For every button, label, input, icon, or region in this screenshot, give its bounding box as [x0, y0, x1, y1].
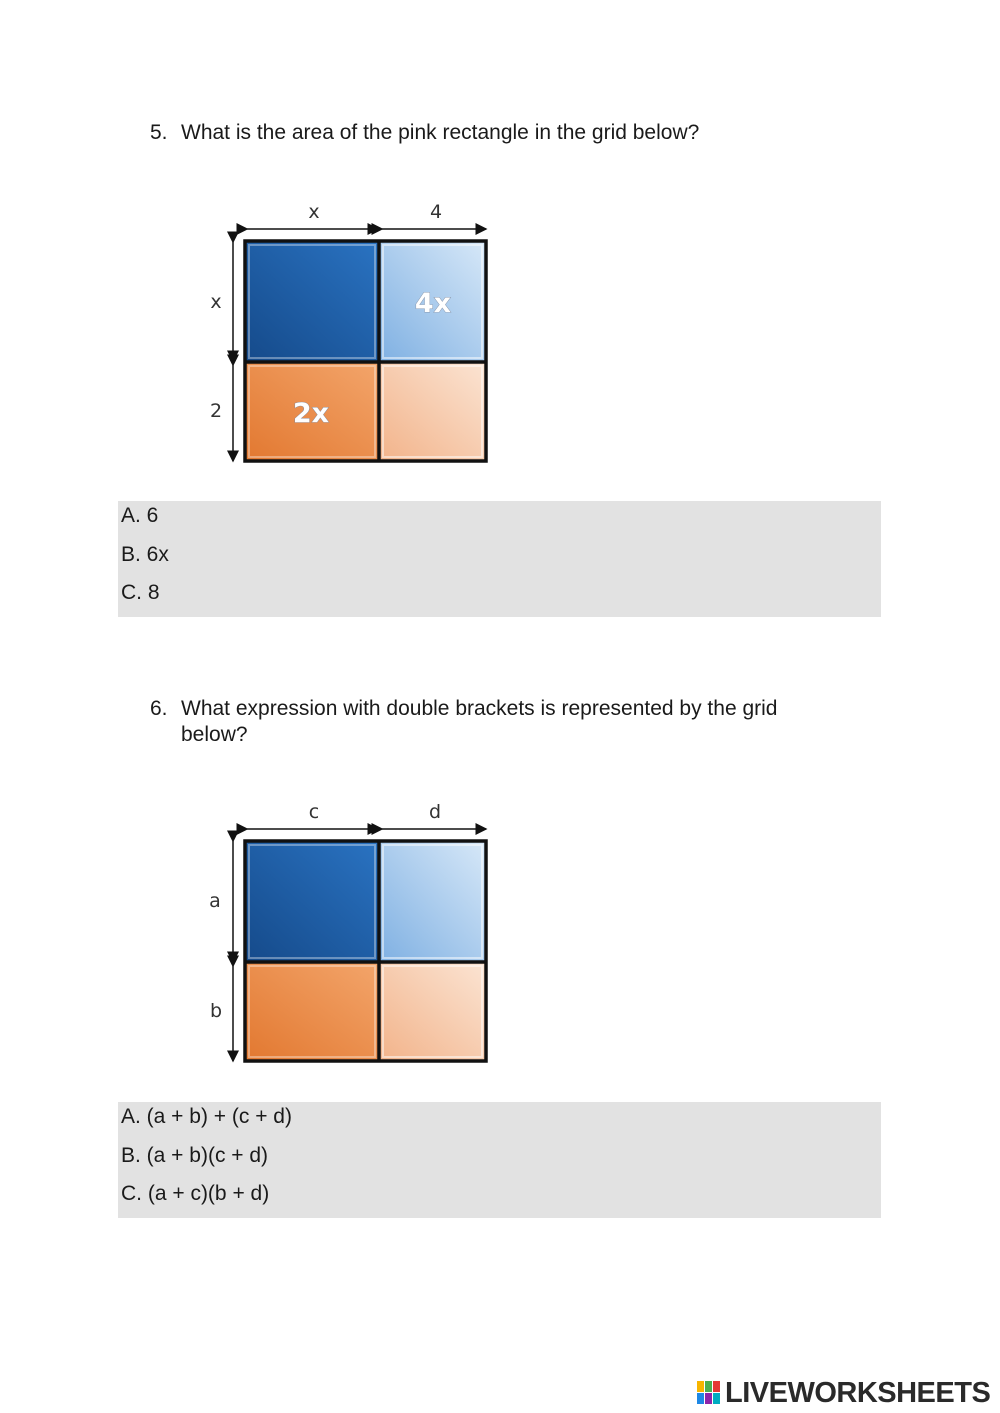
- cell-light-blue: [379, 841, 486, 962]
- answer-option-c[interactable]: C. 8: [121, 581, 160, 605]
- top-label-2: d: [428, 801, 442, 823]
- cell-peach: [379, 962, 486, 1061]
- side-label-1: a: [209, 890, 221, 912]
- liveworksheets-logo-icon: [697, 1381, 721, 1405]
- question-number: 5.: [150, 121, 168, 144]
- side-label-2: 2: [209, 400, 223, 422]
- question-text: What expression with double brackets is represented by the grid below?: [181, 697, 778, 746]
- side-label-2: b: [209, 1000, 223, 1022]
- answer-options-q5: [118, 501, 881, 617]
- cell-dark-blue: [245, 241, 379, 362]
- answer-option-a[interactable]: A. (a + b) + (c + d): [121, 1105, 292, 1128]
- side-label-1: x: [210, 291, 222, 313]
- answer-option-a[interactable]: A. 6: [121, 504, 159, 527]
- top-label-1: c: [308, 801, 320, 823]
- question-6: [150, 696, 850, 748]
- cell-orange: [245, 962, 379, 1061]
- grid-diagram-q5: [200, 195, 500, 470]
- question-number: 6.: [150, 697, 168, 720]
- answer-option-b[interactable]: B. (a + b)(c + d): [121, 1143, 269, 1167]
- answer-options-q6: [118, 1102, 881, 1218]
- answer-option-b[interactable]: B. 6x: [121, 542, 169, 566]
- top-label-2: 4: [429, 201, 443, 223]
- cell-label-2x: 2x: [292, 398, 330, 429]
- brand-name: LIVEWORKSHEETS: [725, 1377, 991, 1409]
- answer-option-c[interactable]: C. (a + c)(b + d): [121, 1182, 270, 1206]
- cell-label-4x: 4x: [414, 288, 452, 319]
- liveworksheets-logo[interactable]: [697, 1378, 990, 1408]
- grid-diagram-q6: [200, 795, 500, 1070]
- cell-peach: [379, 362, 486, 461]
- question-text: What is the area of the pink rectangle in the grid below?: [181, 121, 700, 144]
- top-label-1: x: [308, 201, 320, 223]
- question-5: [150, 120, 850, 146]
- cell-dark-blue: [245, 841, 379, 962]
